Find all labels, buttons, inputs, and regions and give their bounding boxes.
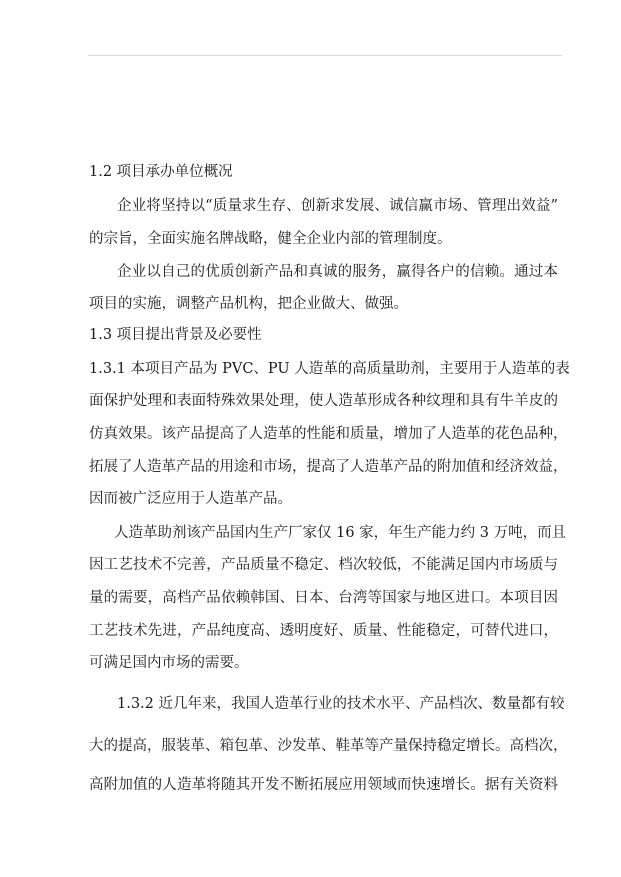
paragraph-line: 项目的实施，调整产品机构，把企业做大、做强。 xyxy=(89,296,408,312)
paragraph-line: 大的提高，服装革、箱包革、沙发革、鞋革等产量保持稳定增长。高档次， xyxy=(89,738,568,754)
paragraph-line: 因工艺技术不完善，产品质量不稳定、档次较低，不能满足国内市场质与 xyxy=(89,557,558,573)
paragraph-line: 1.3.2 近几年来，我国人造革行业的技术水平、产品档次、数量都有较 xyxy=(117,696,565,712)
paragraph-line: 企业将坚持以“质量求生存、创新求发展、诚信赢市场、管理出效益” xyxy=(117,198,558,214)
paragraph-line: 面保护处理和表面特殊效果处理，使人造革形成各种纹理和具有牛羊皮的 xyxy=(89,393,558,409)
paragraph-line: 企业以自己的优质创新产品和真诚的服务，赢得各户的信赖。通过本 xyxy=(117,264,558,280)
section-heading-1-3: 1.3 项目提出背景及必要性 xyxy=(89,327,262,343)
paragraph-line: 拓展了人造革产品的用途和市场，提高了人造革产品的附加值和经济效益， xyxy=(89,459,568,475)
header-rule xyxy=(88,55,562,56)
paragraph-line: 量的需要，高档产品依赖韩国、日本、台湾等国家与地区进口。本项目因 xyxy=(89,590,558,606)
paragraph-line: 工艺技术先进，产品纯度高、透明度好、质量、性能稳定，可替代进口， xyxy=(89,623,558,639)
paragraph-line: 仿真效果。该产品提高了人造革的性能和质量，增加了人造革的花色品种， xyxy=(89,426,568,442)
paragraph-line: 的宗旨，全面实施名牌战略，健全企业内部的管理制度。 xyxy=(89,231,452,247)
section-heading-1-2: 1.2 项目承办单位概况 xyxy=(89,164,233,180)
paragraph-line: 因而被广泛应用于人造革产品。 xyxy=(89,491,292,507)
paragraph-line: 1.3.1 本项目产品为 PVC、PU 人造革的高质量助剂，主要用于人造革的表 xyxy=(89,361,570,377)
paragraph-line: 高附加值的人造革将随其开发不断拓展应用领域而快速增长。据有关资料 xyxy=(89,777,558,793)
paragraph-line: 可满足国内市场的需要。 xyxy=(89,655,249,671)
paragraph-line: 人造革助剂该产品国内生产厂家仅 16 家，年生产能力约 3 万吨，而且 xyxy=(114,525,567,541)
